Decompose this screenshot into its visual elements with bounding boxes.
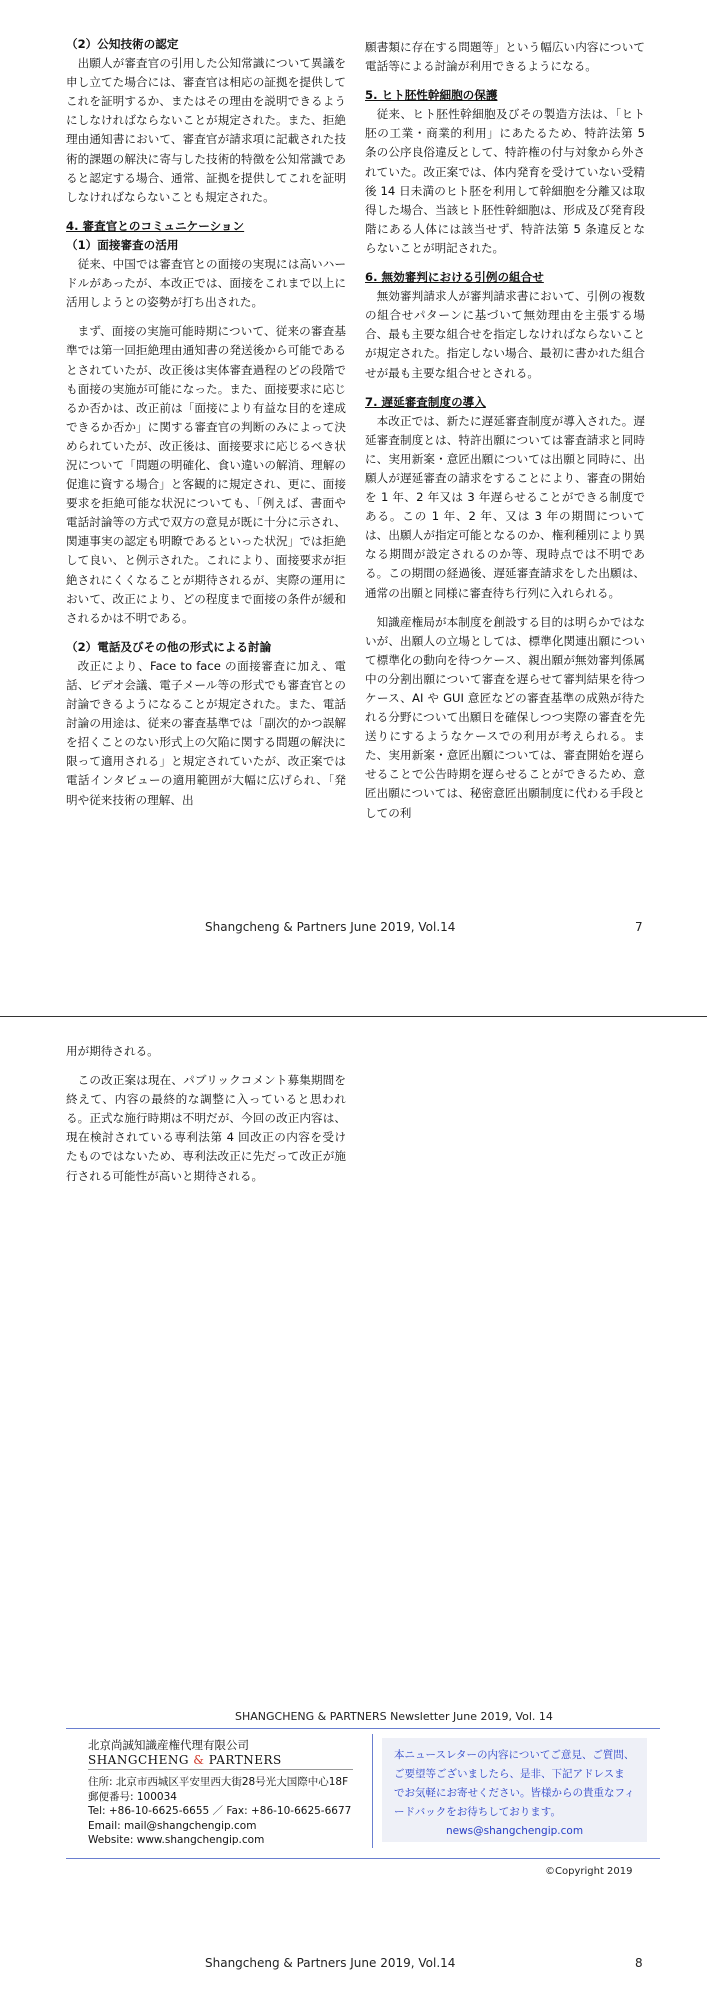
feedback-box (382, 1738, 647, 1842)
paragraph: この改正案は現在、パブリックコメント募集期間を終えて、内容の最終的な調整に入っていると思われる。正式な施行時期は不明だが、今回の改正内容は、現在検討されている専利法第 4 回改正の内容を受けたものではないため、専利法改正に先だって改正が施行される可能性が高いと期待される。 (66, 1073, 346, 1183)
subheading-phone: （2）電話及びその他の形式による討論 (66, 639, 272, 654)
heading-kochi: （2）公知技術の認定 (66, 37, 179, 51)
paragraph: 知識産権局が本制度を創設する目的は明らかではないが、出願人の立場としては、標準化関連出願について標準化の動向を待つケース、親出願が無効審判係属中の分割出願について審査を遅らせて審判結果を待つケース、AI や GUI 意匠などの審査基準の成熟が待たれる分野について出願日を確保しつつ実際の審査を先送りにするようなケースでの利用が考えられる。また、実用新案・意匠出願については、審査開始を遅らせることで公告時期を遅らせることができるため、意匠出願については、秘密意匠出願制度に代わる手段としての利 (365, 614, 645, 820)
subheading-interview: （1）面接審査の活用 (66, 237, 179, 252)
phone-fax: Tel: +86-10-6625-6655 ／ Fax: +86-10-6625-6677 (88, 1805, 352, 1817)
newsletter-header: SHANGCHENG & PARTNERS Newsletter June 2019, Vol. 14 (235, 1710, 553, 1723)
paragraph: 従来、中国では審査官との面接の実現には高いハードルがあったが、本改正では、面接をこれまで以上に活用しようとの姿勢が打ち出された。 (66, 257, 346, 310)
company-logo-text (88, 1753, 353, 1768)
logo-part: SHANGCHENG (88, 1752, 194, 1767)
paragraph: 従来、ヒト胚性幹細胞及びその製造方法は、「ヒト胚の工業・商業的利用」にあたるため、特許法第 5 条の公序良俗違反として、特許権の付与対象から外されていた。改正案では、体内発育を受けていない受精後 14 日未満のヒト胚を利用して幹細胞を分離又は取得した場合、当該ヒト胚性幹細胞は、形成及び発育段階にある人体には該当せず、特許法第 5 条違反とならないことが明記された。 (365, 107, 645, 255)
logo-amp: & (193, 1752, 205, 1767)
divider (88, 1769, 353, 1770)
page-8 (0, 1024, 707, 1990)
page-number: 8 (635, 1956, 643, 1970)
paragraph: 無効審判請求人が審判請求書において、引例の複数の組合せパターンに基づいて無効理由を主張する場合、最も主要な組合せを指定しなければならないことが規定された。指定しない場合、最初に書かれた組合せが最も主要な組合せとされる。 (365, 289, 645, 380)
website-line[interactable]: Website: www.shangchengip.com (88, 1834, 265, 1846)
heading-communication: 4. 審査官とのコミュニケーション (66, 218, 245, 233)
company-info (88, 1738, 353, 1848)
left-column (66, 35, 346, 820)
divider (66, 1858, 660, 1859)
heading-deferred-exam: 7. 遅延審査制度の導入 (365, 394, 486, 409)
page-number: 7 (635, 920, 643, 934)
divider (66, 1728, 660, 1729)
paragraph: まず、面接の実施可能時期について、従来の審査基準では第一回拒絶理由通知書の発送後から可能であるとされていたが、改正後は実体審査過程のどの段階でも面接の実施が可能になった。また、面接要求に応じるか否かは、改正前は「面接により有益な目的を達成できるか否か」に関する審査官の判断のみによって決められていたが、改正後は、面接要求に応じるべき状況について「問題の明確化、食い違いの解消、理解の促進に資する場合」と客観的に規定され、更に、面接要求を拒絶可能な状況についても、「例えば、書面や電話討論等の方式で双方の意見が既に十分に示され、関連事実の認定も明瞭であるといった状況」では拒絶して良い、と例示された。これにより、面接要求が拒絶されにくくなることが期待されるが、実際の運用において、改正により、どの程度まで面接の条件が緩和されるかは不明である。 (66, 324, 346, 625)
right-column (365, 38, 645, 833)
left-column (66, 1042, 346, 1196)
paragraph: 出願人が審査官の引用した公知常識について異議を申し立てた場合には、審査官は相応の証拠を提供してこれを証明するか、またはその理由を説明できるようにしなければならないことが規定された。また、拒絶理由通知書において、審査官が請求項に記載された技術的課題の解決に寄与した技術的特徴を公知常識であると認定する場合、通常、証拠を提供してこれを証明しなければならないことも規定された。 (66, 56, 346, 204)
heading-invalidation: 6. 無効審判における引例の組合せ (365, 270, 544, 285)
vertical-divider (372, 1734, 373, 1848)
paragraph: 用が期待される。 (66, 1044, 159, 1058)
paragraph: 願書類に存在する問題等」という幅広い内容について電話等による討論が利用できるようになる。 (365, 40, 645, 74)
company-name-cn: 北京尚誠知識産権代理有限公司 (88, 1738, 249, 1752)
paragraph: 本改正では、新たに遅延審査制度が導入された。遅延審査制度とは、特許出願については審査請求と同時に、実用新案・意匠出願については出願と同時に、出願人が遅延審査の請求をすることにより、審査の開始を 1 年、2 年又は 3 年遅らせることができる制度である。この 1 年、2 年、又は 3 年の期間については、出願人が指定可能となるのか、権利種別により異なる期間が設定されるのか等、現時点では不明である。この期間の経過後、遅延審査請求をした出願は、通常の出願と同様に審査待ち行列に入れられる。 (365, 413, 645, 600)
heading-stem-cells: 5. ヒト胚性幹細胞の保護 (365, 88, 498, 103)
address: 住所: 北京市西城区平安里西大街28号光大国際中心18F (88, 1776, 349, 1788)
logo-part: PARTNERS (204, 1752, 282, 1767)
paragraph: 改正により、Face to face の面接審査に加え、電話、ビデオ会議、電子メール等の形式でも審査官との討論できるようになることが規定された。また、電話討論の用途は、従来の審査基準では「副次的かつ誤解を招くことのない形式上の欠陥に関する問題の解決に限って適用される」と規定されていたが、改正案では電話インタビューの適用範囲が大幅に広げられ、「発明や従来技術の理解、出 (66, 658, 346, 807)
postal-code: 郵便番号: 100034 (88, 1790, 177, 1803)
feedback-text: 本ニュースレターの内容についてご意見、ご質問、ご要望等ございましたら、是非、下記アドレスまでお気軽にお寄せください。皆様からの貴重なフィードバックをお待ちしております。 (394, 1749, 635, 1818)
copyright: ©Copyright 2019 (545, 1866, 633, 1877)
page-footer: Shangcheng & Partners June 2019, Vol.14 (205, 920, 456, 934)
email-line[interactable]: Email: mail@shangchengip.com (88, 1819, 257, 1832)
page-footer: Shangcheng & Partners June 2019, Vol.14 (205, 1956, 456, 1970)
feedback-email[interactable]: news@shangchengip.com (445, 1825, 584, 1837)
